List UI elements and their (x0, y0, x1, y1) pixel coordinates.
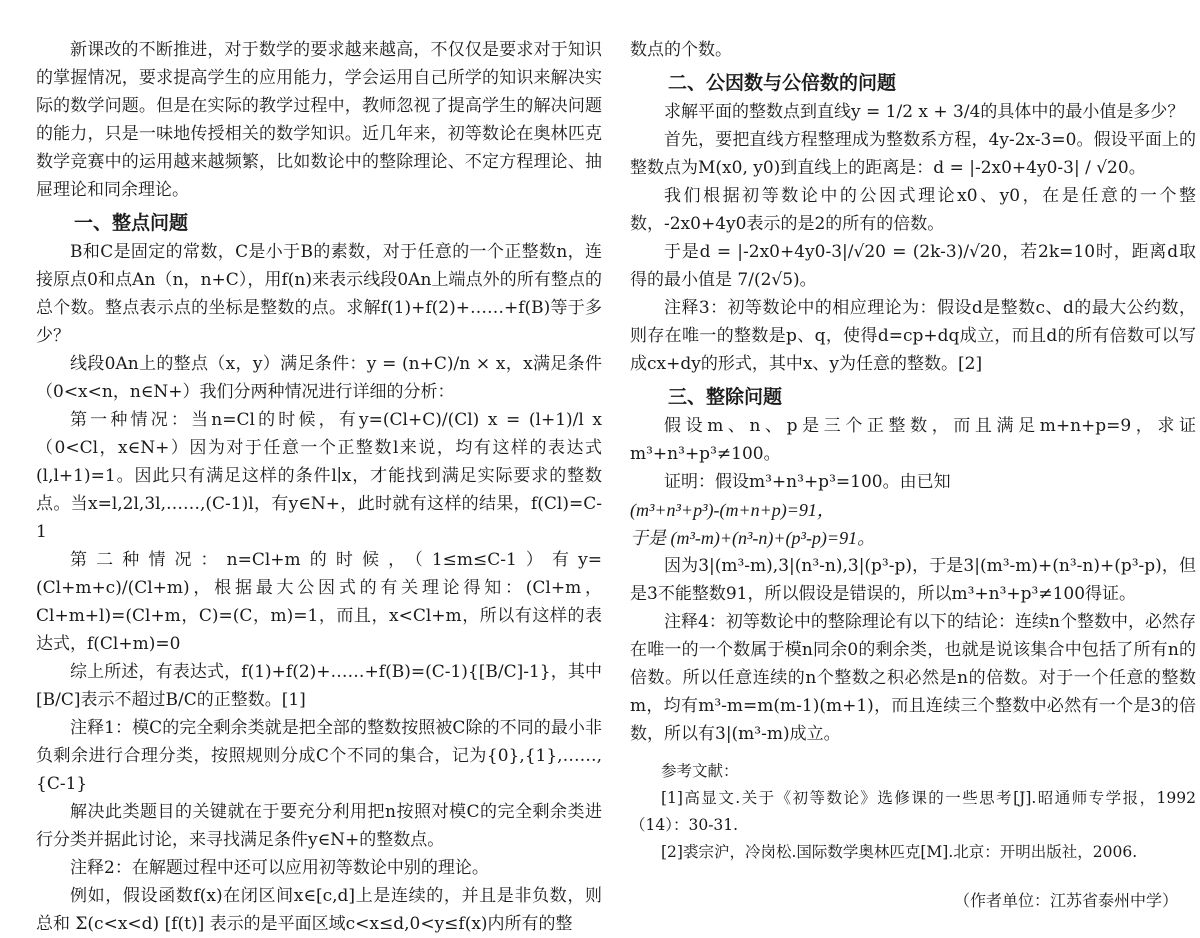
intro-paragraph: 新课改的不断推进，对于数学的要求越来越高，不仅仅是要求对于知识的掌握情况，要求提高学生的应用能力，学会运用自己所学的知识来解决实际的数学问题。但是在实际的教学过程中，教师忽视了提高学生的解决问题的能力，只是一味地传授相关的数学知识。近几年来，初等数论在奥林匹克数学竞赛中的运用越来越频繁，比如数论中的整除理论、不定方程理论、抽屉理论和同余理论。 (36, 40, 602, 200)
paragraph: B和C是固定的常数，C是小于B的素数，对于任意的一个正整数n，连接原点0和点An（n，n+C），用f(n)来表示线段0An上端点外的所有整点的总个数。整点表示点的坐标是整数的点。求解f(1)+f(2)+……+f(B)等于多少？ (36, 242, 602, 346)
reference-item: [1]高显文.关于《初等数论》选修课的一些思考[J].昭通师专学报，1992（14）：30-31. (630, 789, 1196, 834)
paragraph: 我们根据初等数论中的公因式理论x0、y0，在是任意的一个整数，-2x0+4y0表示的是2的所有的倍数。 (630, 186, 1196, 234)
note-3: 注释3：初等数论中的相应理论为：假设d是整数c、d的最大公约数，则存在唯一的整数是p、q，使得d=cp+dq成立，而且d的所有倍数可以写成cx+dy的形式，其中x、y为任意的整数。[2] (630, 298, 1196, 374)
paragraph: 综上所述，有表达式，f(1)+f(2)+……+f(B)=(C-1){[B/C]-1}，其中[B/C]表示不超过B/C的正整数。[1] (36, 662, 602, 710)
section-heading-1: 一、整点问题 (74, 212, 189, 234)
note-2: 注释2：在解题过程中还可以应用初等数论中别的理论。 (70, 858, 489, 878)
note-4: 注释4：初等数论中的整除理论有以下的结论：连续n个整数中，必然存在唯一的一个数属于模n同余0的剩余类，也就是说该集合中包括了所有n的倍数。所以任意连续的n个整数之积必然是n的倍数。对于一个任意的整数m，均有m³-m=m(m-1)(m+1)，而且连续三个整数中必然有一个是3的倍数，所以有3|(m³-m)成立。 (630, 612, 1196, 744)
section-heading-3: 三、整除问题 (668, 386, 783, 408)
paragraph: 证明：假设m³+n³+p³=100。由已知 (664, 472, 951, 492)
paragraph: 第二种情况：n=Cl+m的时候，（1≤m≤C-1）有y=(Cl+m+c)/(Cl+m)，根据最大公因式的有关理论得知：(Cl+m，Cl+m+l)=(Cl+m，C)=(C，m)=1，而且，x<Cl+m，所以有这样的表达式，f(Cl+m)=0 (36, 550, 602, 654)
equation: 于是 (m³-m)+(n³-n)+(p³-p)=91。 (630, 528, 876, 548)
author-affiliation: （作者单位：江苏省泰州中学） (953, 891, 1178, 910)
paragraph: 第一种情况：当n=Cl的时候，有y=(Cl+C)/(Cl) x = (l+1)/l x（0<Cl，x∈N+）因为对于任意一个正整数l来说，均有这样的表达式(l,l+1)=1。因此只有满足这样的条件l∣x，才能找到满足实际要求的整数点。当x=l,2l,3l,……,(C-1)l，有y∈N+，此时就有这样的结果，f(Cl)=C-1 (36, 410, 602, 542)
paragraph: 于是d = |-2x0+4y0-3|/√20 = (2k-3)/√20，若2k=10时，距离d取得的最小值是 7/(2√5)。 (630, 242, 1196, 290)
note-1: 注释1：模C的完全剩余类就是把全部的整数按照被C除的不同的最小非负剩余进行合理分类，按照规则分成C个不同的集合，记为{0},{1},……,{C-1} (36, 718, 602, 794)
paragraph: 例如，假设函数f(x)在闭区间x∈[c,d]上是连续的，并且是非负数，则总和 Σ(c<x<d) [f(t)] 表示的是平面区域c<x≤d,0<y≤f(x)内所有的整 (36, 886, 602, 934)
paragraph: 解决此类题目的关键就在于要充分利用把n按照对模C的完全剩余类进行分类并据此讨论，来寻找满足条件y∈N+的整数点。 (36, 802, 602, 850)
paragraph-continuation: 数点的个数。 (630, 40, 732, 60)
right-column (630, 36, 1196, 866)
paragraph: 线段0An上的整点（x，y）满足条件：y = (n+C)/n × x，x满足条件（0<x<n，n∈N+）我们分两种情况进行详细的分析： (36, 354, 602, 402)
paragraph: 求解平面的整数点到直线y = 1/2 x + 3/4的具体中的最小值是多少？ (664, 102, 1185, 122)
reference-item: [2]裘宗沪，冷岗松.国际数学奥林匹克[M].北京：开明出版社，2006. (661, 843, 1138, 861)
section-heading-2: 二、公因数与公倍数的问题 (668, 72, 897, 94)
equation: (m³+n³+p³)-(m+n+p)=91， (630, 500, 835, 520)
references (630, 758, 1196, 866)
left-column (36, 36, 602, 938)
paragraph: 假设m、n、p是三个正整数，而且满足m+n+p=9，求证m³+n³+p³≠100。 (630, 416, 1196, 464)
paragraph: 因为3|(m³-m),3|(n³-n),3|(p³-p)，于是3|(m³-m)+(n³-n)+(p³-p)，但是3不能整数91，所以假设是错误的，所以m³+n³+p³≠100得证。 (630, 556, 1196, 604)
paragraph: 首先，要把直线方程整理成为整数系方程，4y-2x-3=0。假设平面上的整数点为M(x0, y0)到直线上的距离是：d = |-2x0+4y0-3| / √20。 (630, 130, 1196, 178)
references-title: 参考文献： (661, 762, 739, 780)
